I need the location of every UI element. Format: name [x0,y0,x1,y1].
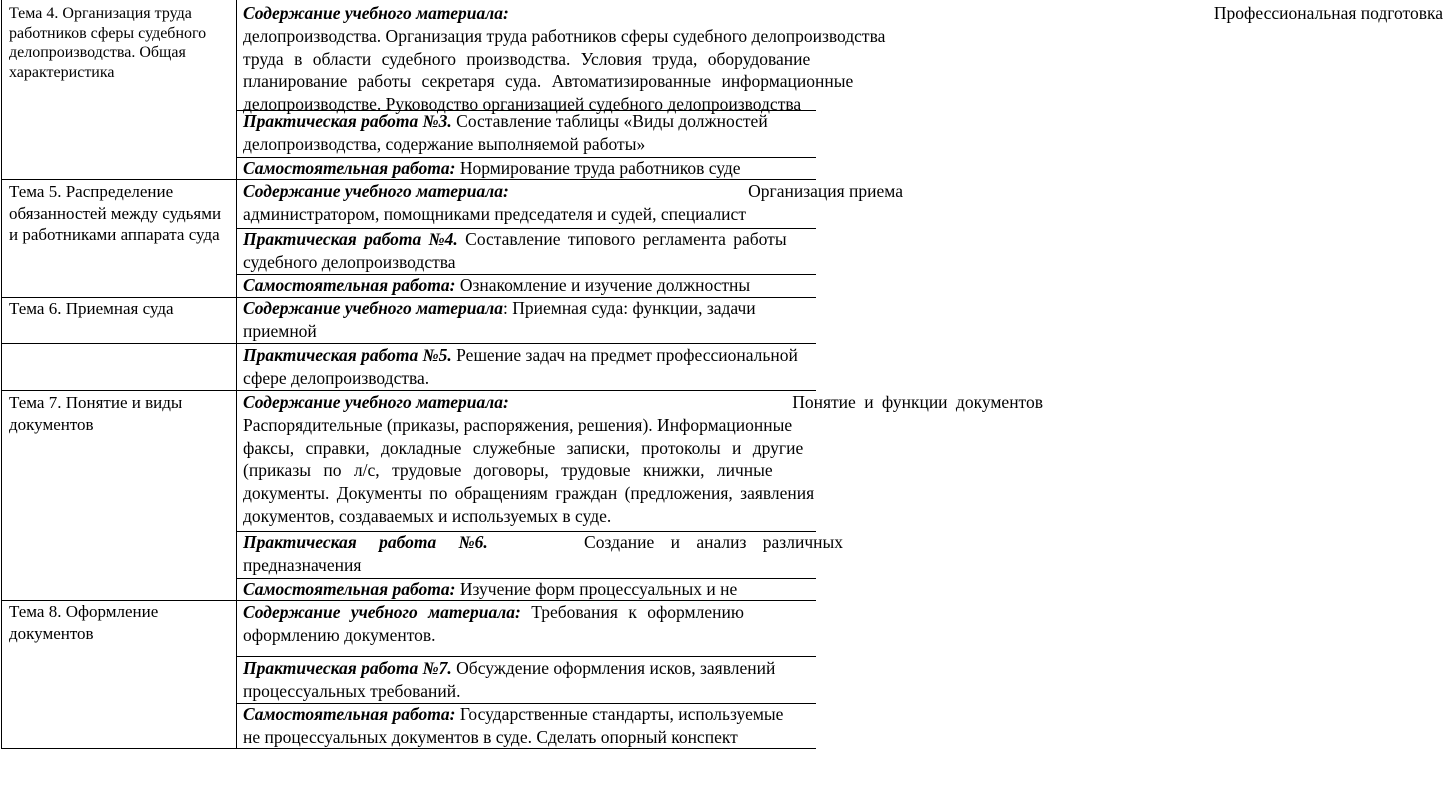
block-text: Составление типового регламента работы [465,229,787,249]
topic-7-content [243,391,1043,528]
content-line [243,344,816,367]
topic-8-independent [243,703,816,749]
block-label: Практическая работа №3. [243,111,452,131]
content-line [243,601,816,624]
block-text: Решение задач на предмет профессиональной [456,345,798,365]
topic-8-content [243,601,816,647]
block-label: Практическая работа №6. [243,532,488,552]
content-line [243,2,1443,25]
block-text: Государственные стандарты, используемые [459,704,784,724]
content-line: предназначения [243,554,362,575]
block-label: Практическая работа №5. [243,345,452,365]
content-line [243,531,843,554]
block-text: Изучение форм процессуальных и не [459,579,738,599]
topic-4-independent [243,157,816,180]
content-line: процессуальных требований. [243,680,461,701]
block-text: Составление таблицы «Виды должностей [456,111,768,131]
content-line: приемной [243,320,317,341]
content-line [243,274,816,297]
practical-5 [243,344,816,390]
block-label: Самостоятельная работа: [243,704,456,724]
block-text: Создание и анализ различных [584,532,843,552]
content-line: делопроизводстве. Руководство организацией судебного делопроизводства [243,94,802,115]
content-line [243,657,816,680]
block-text: : Приемная суда: функции, задачи [502,298,756,318]
topic-6-title: Тема 6. Приемная суда [9,299,174,318]
topic-7-title: Тема 7. Понятие и виды документов [9,393,183,434]
block-label: Самостоятельная работа: [243,158,456,178]
content-line: судебного делопроизводства [243,251,456,272]
block-label: Содержание учебного материала: [243,3,509,23]
content-line [243,228,816,251]
topic-7-independent [243,578,816,601]
table-column-divider [236,0,237,749]
block-text: Ознакомление и изучение должностны [459,275,751,295]
block-label: Самостоятельная работа: [243,579,456,599]
content-line: Распорядительные (приказы, распоряжения, решения). Информационные [243,414,793,435]
block-text: Нормирование труда работников суде [459,158,741,178]
topic-7-practical [243,531,843,577]
content-line: документы. Документы по обращениям граждан (предложения, заявления [243,483,815,504]
block-label: Самостоятельная работа: [243,275,456,295]
block-label: Практическая работа №4. [243,229,458,249]
content-line: сфере делопроизводства. [243,367,430,388]
block-label: Содержание учебного материала: [243,392,509,412]
content-line: факсы, справки, докладные служебные записки, протоколы и другие [243,437,804,458]
topic-4-practical [243,110,816,156]
content-line [243,703,816,726]
content-line: (приказы по л/с, трудовые договоры, трудовые книжки, личные [243,460,773,481]
topic-5-practical [243,228,816,274]
content-line: делопроизводства, содержание выполняемой работы» [243,133,646,154]
content-line [243,578,816,601]
topic-8-practical [243,657,816,703]
content-line: оформлению документов. [243,624,436,645]
topic-4-title: Тема 4. Организация труда работников сферы судебного делопроизводства. Общая характеристика [9,5,207,81]
block-label: Содержание учебного материала: [243,181,509,201]
content-line [243,297,816,320]
content-line: делопроизводства. Организация труда работников сферы судебного делопроизводства [243,25,886,46]
topic-6-content [243,297,816,343]
content-line: документов, создаваемых и используемых в суде. [243,505,612,526]
content-line [243,157,816,180]
topic-4-content [243,2,1443,116]
topic-5-independent [243,274,816,297]
block-text: Понятие и функции документов [792,392,1043,412]
content-line: не процессуальных документов в суде. Сделать опорный конспект [243,726,738,747]
content-line [243,110,816,133]
block-text: Профессиональная подготовка [1213,3,1443,23]
block-text: Организация приема [748,181,903,201]
content-line [243,391,1043,414]
content-line [243,180,903,203]
content-line: администратором, помощниками председателя и судей, специалист [243,203,746,224]
topic-8-title: Тема 8. Оформление документов [9,602,159,643]
block-text: Обсуждение оформления исков, заявлений [456,658,776,678]
block-text: Требования к оформлению [531,602,744,622]
content-line: труда в области судебного производства. Условия труда, оборудование [243,48,811,69]
block-label: Практическая работа №7. [243,658,452,678]
content-line: планирование работы секретаря суда. Автоматизированные информационные [243,71,854,92]
block-label: Содержание учебного материала [243,298,503,318]
block-label: Содержание учебного материала: [243,602,521,622]
table-border-left [1,0,2,749]
topic-5-title: Тема 5. Распределение обязанностей между судьями и работниками аппарата суда [9,182,222,244]
topic-5-content [243,180,903,226]
